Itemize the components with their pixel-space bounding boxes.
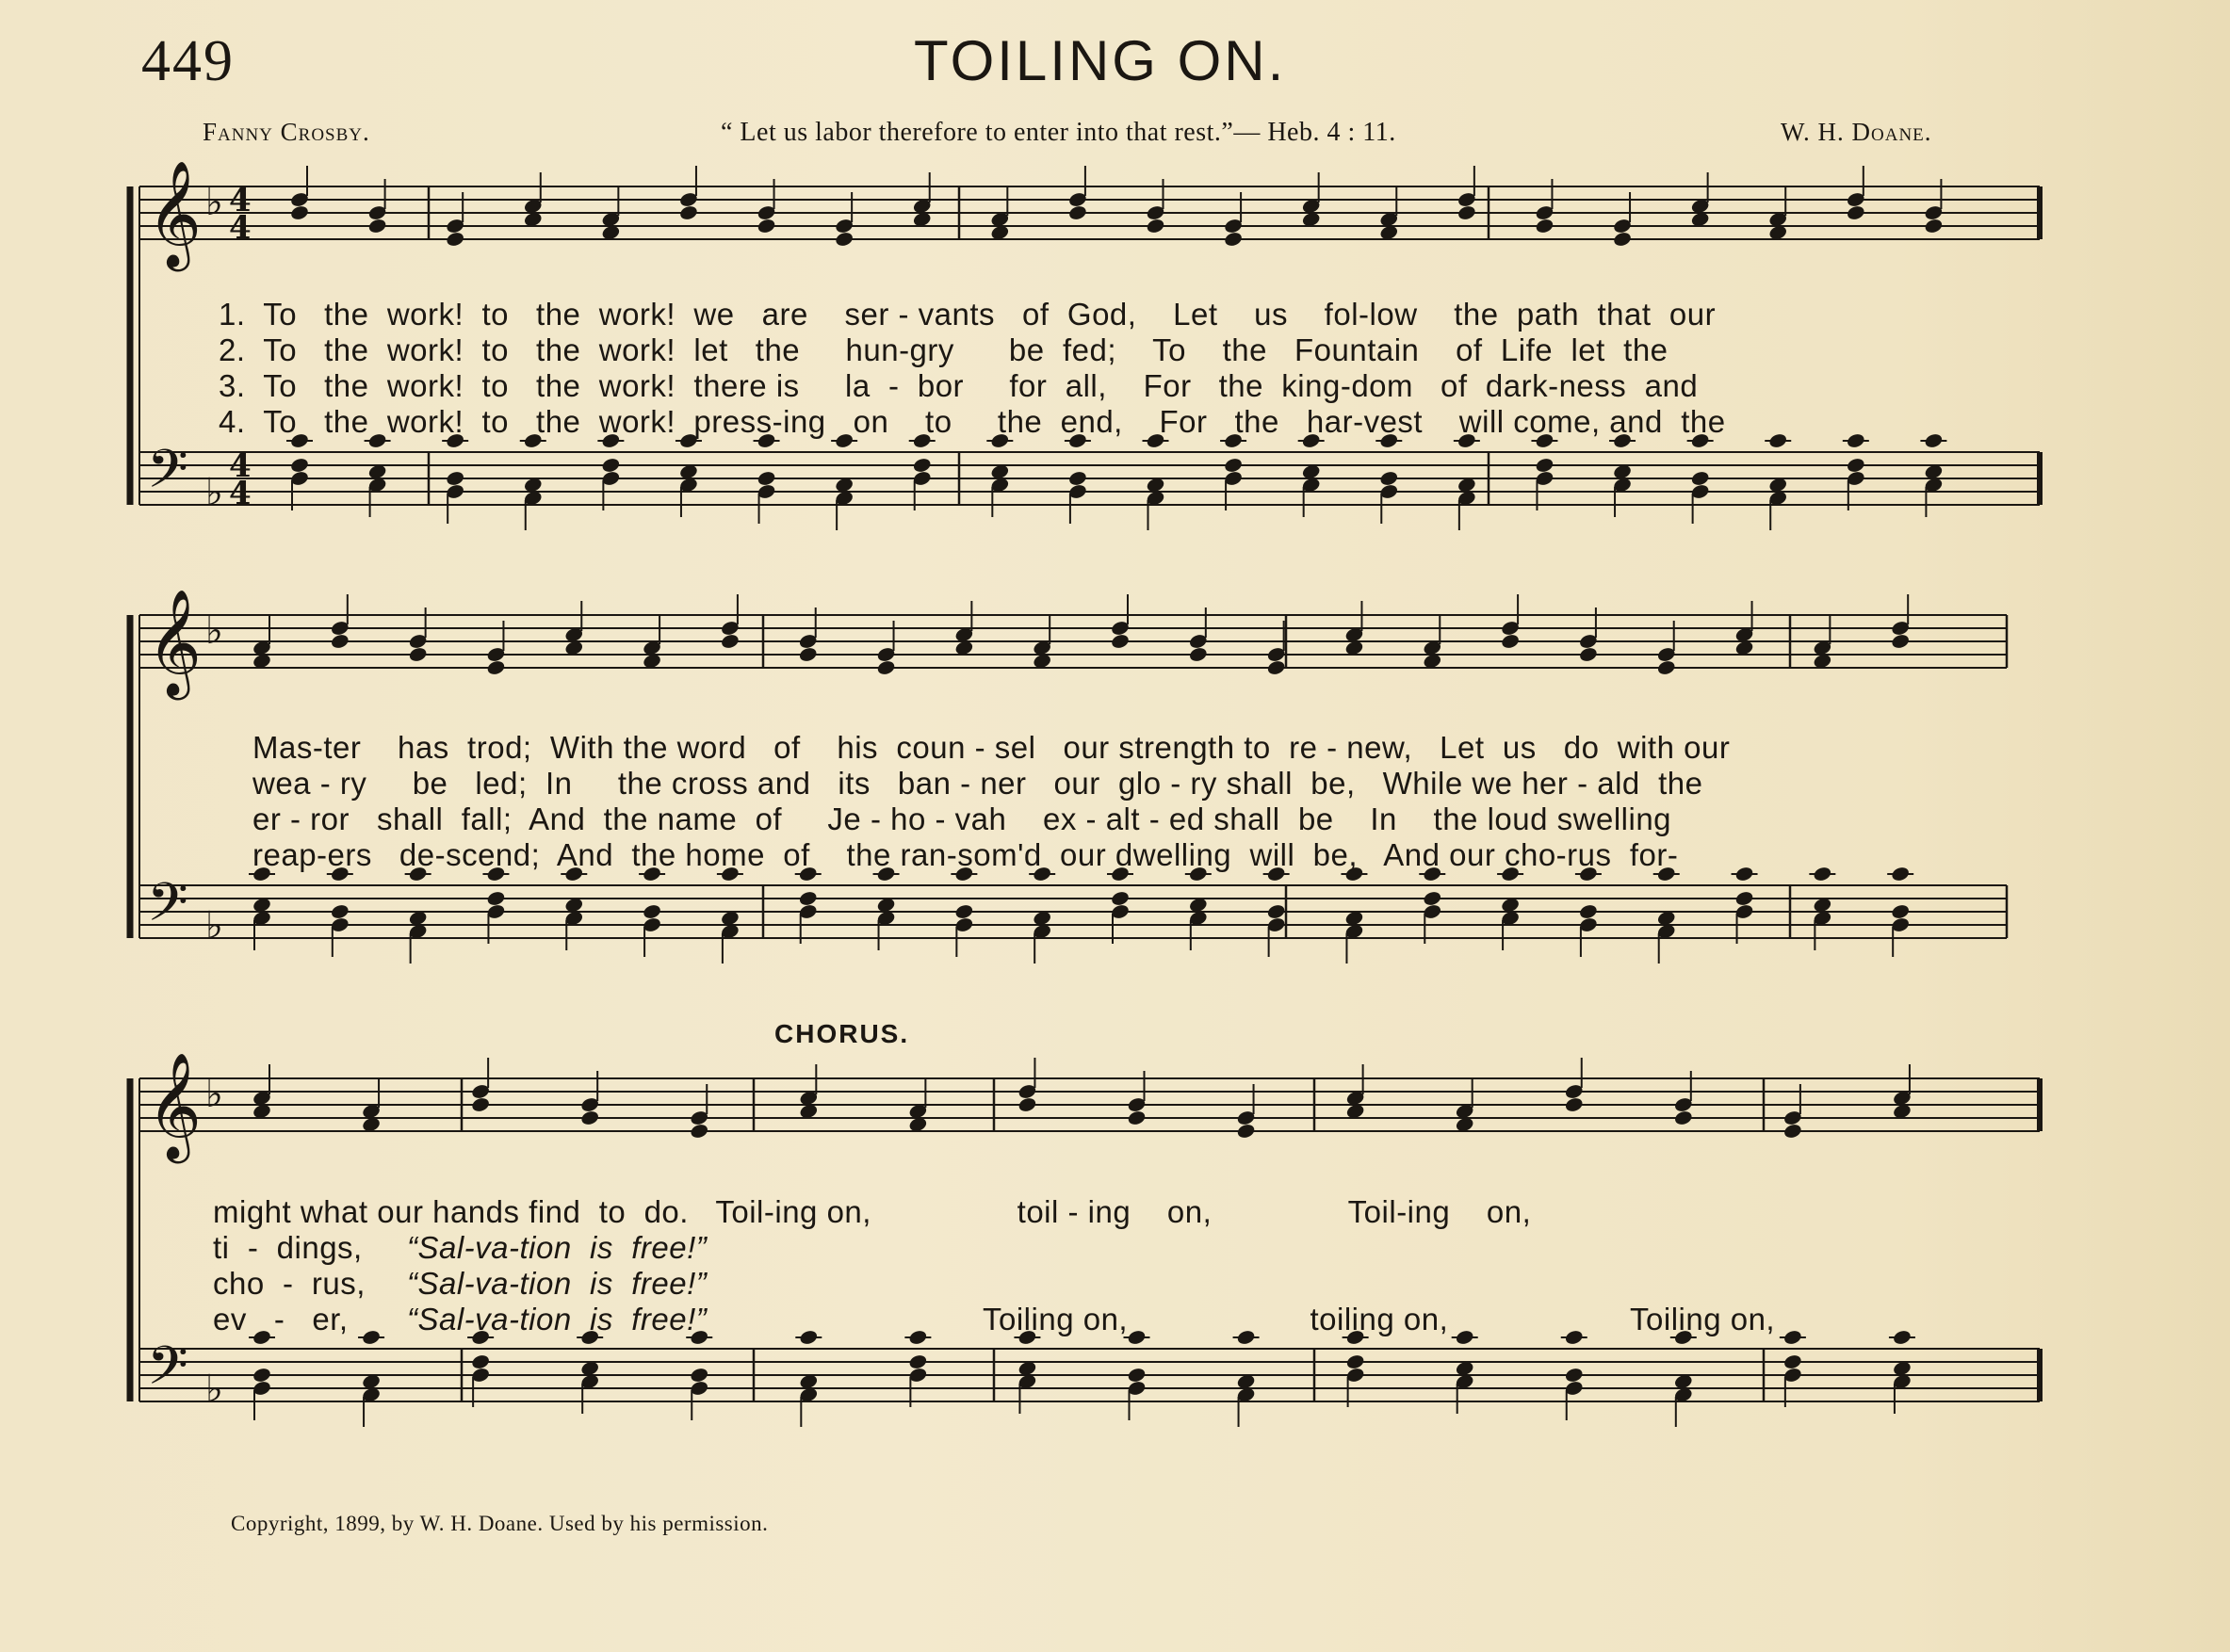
notehead: [1127, 1367, 1147, 1384]
notehead: [580, 1109, 600, 1126]
notehead: [252, 1367, 271, 1384]
notehead: [470, 1096, 490, 1113]
lyric-verse-1-line-2: Mas-ter has trod; With the word of his coun - sel our strength to re - new, Let us do with our: [252, 730, 1731, 765]
notehead: [446, 231, 465, 248]
lyric-verse-2-line-2: wea - ry be led; In the cross and its ban - ner our glo - ry shall be, While we her - ald the: [252, 766, 1703, 801]
notehead: [678, 204, 698, 221]
author-credit: Fanny Crosby.: [203, 118, 370, 146]
notehead: [367, 218, 387, 235]
lyric-verse-2-line-3: ti - dings,: [213, 1230, 382, 1265]
time-signature-bottom: 4: [229, 209, 252, 247]
notehead: [720, 633, 740, 650]
lyric-verse-1-line-1: 1. To the work! to the work! we are ser - vants of God, Let us fol-low the path that our: [219, 297, 1717, 332]
scripture-epigraph: “ Let us labor therefore to enter into that rest.”— Heb. 4 : 11.: [721, 118, 1396, 147]
notehead: [1891, 633, 1911, 650]
treble-clef-icon: 𝄞: [147, 160, 202, 267]
notehead: [1500, 633, 1520, 650]
notehead: [876, 659, 896, 676]
notehead: [798, 890, 818, 907]
lyric-verse-3-line-1: 3. To the work! to the work! there is la - bor for all, For the king-dom of dark-ness and: [219, 368, 1699, 403]
lyric-verse-3-line-3: cho - rus,: [213, 1266, 384, 1301]
notehead: [1188, 646, 1208, 663]
notehead: [1345, 1353, 1365, 1370]
notehead: [1017, 1096, 1037, 1113]
notehead: [1656, 659, 1676, 676]
flat-key-signature-icon: ♭: [205, 904, 223, 947]
notehead: [1846, 457, 1865, 474]
notehead: [954, 903, 974, 920]
notehead: [1067, 470, 1087, 487]
notehead: [1110, 633, 1130, 650]
lyric-verse-2-line-1: 2. To the work! to the work! let the hun-gry be fed; To the Fountain of Life let the: [219, 332, 1668, 367]
lyric-verse-4-line-3: ev - er,: [213, 1302, 376, 1336]
notehead: [1423, 890, 1442, 907]
notehead: [330, 903, 350, 920]
time-signature-top: 4: [229, 182, 252, 219]
lyric-verse-4-line-1: 4. To the work! to the work! press-ing on to the end, For the har-vest will come, and the: [219, 404, 1726, 439]
notehead: [1782, 1123, 1802, 1140]
notehead: [1236, 1123, 1256, 1140]
chorus-label: CHORUS.: [774, 1019, 910, 1048]
notehead: [330, 633, 350, 650]
flat-key-signature-icon: ♭: [205, 471, 223, 514]
copyright-notice: Copyright, 1899, by W. H. Doane. Used by his permission.: [231, 1512, 769, 1535]
notehead: [690, 1367, 709, 1384]
notehead: [1782, 1353, 1802, 1370]
notehead: [1223, 231, 1243, 248]
notehead: [1690, 470, 1710, 487]
notehead: [1924, 218, 1944, 235]
notehead: [1612, 231, 1632, 248]
composer-credit: W. H. Doane.: [1781, 118, 1932, 146]
notehead: [1846, 204, 1865, 221]
notehead: [1127, 1109, 1147, 1126]
notehead: [912, 457, 932, 474]
notehead: [834, 231, 854, 248]
time-signature-top: 4: [229, 447, 252, 485]
lyric-refrain-salvation-4: “Sal-va-tion is free!”: [407, 1302, 708, 1336]
treble-clef-icon: 𝄞: [147, 589, 202, 696]
notehead: [1266, 903, 1286, 920]
bass-clef-icon: 𝄢: [147, 1336, 188, 1410]
notehead: [1734, 890, 1754, 907]
notehead: [1266, 659, 1286, 676]
notehead: [486, 890, 506, 907]
notehead: [1564, 1367, 1584, 1384]
flat-key-signature-icon: ♭: [205, 181, 223, 224]
time-signature-bottom: 4: [229, 475, 252, 512]
flat-key-signature-icon: ♭: [205, 609, 223, 653]
notehead: [1067, 204, 1087, 221]
notehead: [446, 470, 465, 487]
notehead: [1146, 218, 1165, 235]
notehead: [1110, 890, 1130, 907]
lyric-verse-3-line-2: er - ror shall fall; And the name of Je - ho - vah ex - alt - ed shall be In the loud swelling: [252, 802, 1672, 836]
lyric-bass-toiling-on: Toiling on, toiling on, Toiling on,: [983, 1302, 1776, 1336]
lyric-verse-4-line-2: reap-ers de-scend; And the home of the ran-som'd our dwelling will be, And our cho-rus for-: [252, 837, 1679, 872]
lyric-refrain-salvation-3: “Sal-va-tion is free!”: [407, 1266, 708, 1301]
bass-clef-icon: 𝄢: [147, 439, 188, 513]
notehead: [1673, 1109, 1693, 1126]
treble-clef-icon: 𝄞: [147, 1052, 202, 1159]
notehead: [1564, 1096, 1584, 1113]
notehead: [757, 218, 776, 235]
notehead: [408, 646, 428, 663]
notehead: [1578, 903, 1598, 920]
notehead: [470, 1353, 490, 1370]
notehead: [757, 470, 776, 487]
notehead: [1535, 457, 1554, 474]
notehead: [1578, 646, 1598, 663]
notehead: [289, 457, 309, 474]
hymn-title: TOILING ON.: [914, 29, 1287, 92]
lyric-refrain-salvation-2: “Sal-va-tion is free!”: [407, 1230, 708, 1265]
notehead: [289, 204, 309, 221]
flat-key-signature-icon: ♭: [205, 1073, 223, 1116]
notehead: [1535, 218, 1554, 235]
notehead: [601, 457, 621, 474]
notehead: [1223, 457, 1243, 474]
lyric-verse-1-line-3: might what our hands find to do. Toil-ing on, toil - ing on, Toil-ing on,: [213, 1194, 1532, 1229]
notehead: [1891, 903, 1911, 920]
flat-key-signature-icon: ♭: [205, 1368, 223, 1411]
hymn-number: 449: [141, 29, 235, 93]
bass-clef-icon: 𝄢: [147, 872, 188, 947]
notehead: [798, 646, 818, 663]
notehead: [1379, 470, 1399, 487]
notehead: [690, 1123, 709, 1140]
notehead: [1457, 204, 1476, 221]
notehead: [486, 659, 506, 676]
notehead: [642, 903, 661, 920]
notehead: [908, 1353, 928, 1370]
